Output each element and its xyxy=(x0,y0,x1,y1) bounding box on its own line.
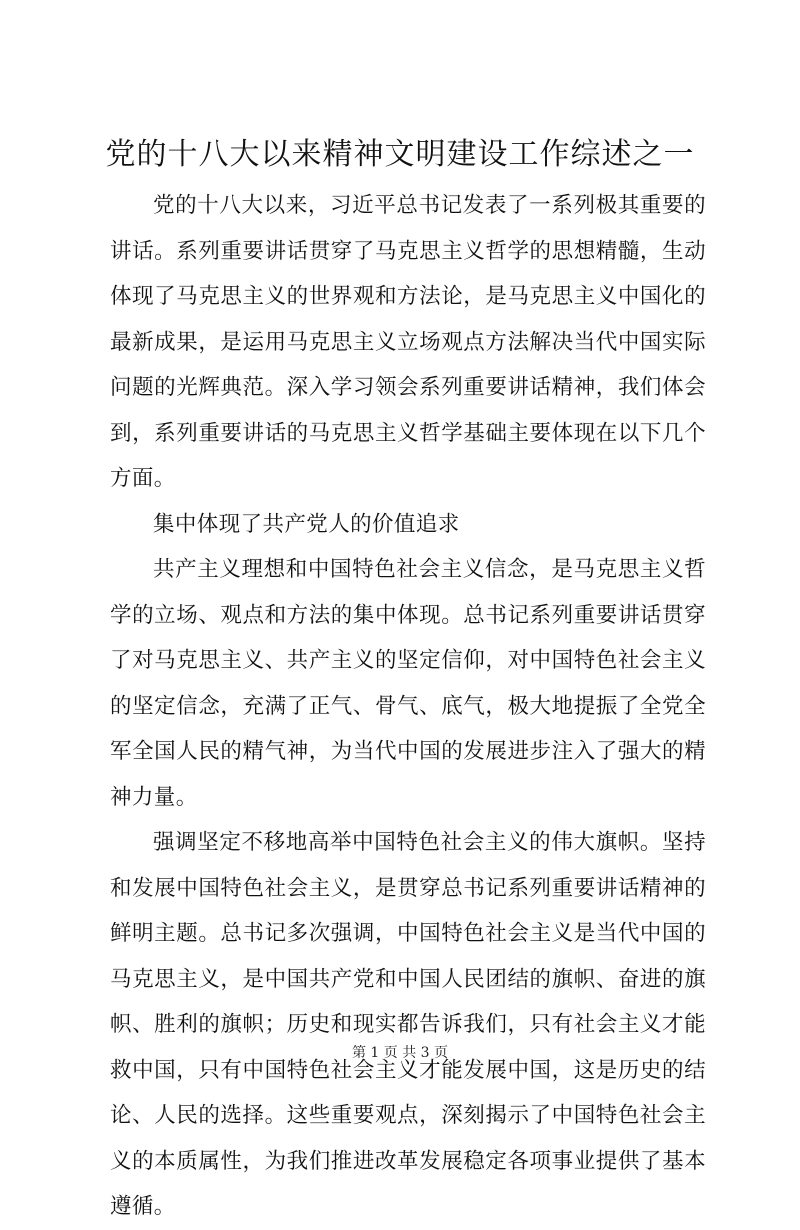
body-paragraph-communist-ideal: 共产主义理想和中国特色社会主义信念，是马克思主义哲学的立场、观点和方法的集中体现。总书记系列重要讲话贯穿了对马克思主义、共产主义的坚定信仰，对中国特色社会主义的坚定信念，充满了正气、骨气、底气，极大地提振了全党全军全国人民的精气神，为当代中国的发展进步注入了强大的精神力量。 xyxy=(110,557,706,810)
body-paragraph-socialism-banner: 强调坚定不移地高举中国特色社会主义的伟大旗帜。坚持和发展中国特色社会主义，是贯穿总书记系列重要讲话精神的鲜明主题。总书记多次强调，中国特色社会主义是当代中国的马克思主义，是中国共产党和中国人民团结的旗帜、奋进的旗帜、胜利的旗帜；历史和现实都告诉我们，只有社会主义才能救中国，只有中国特色社会主义才能发展中国，这是历史的结论、人民的选择。这些重要观点，深刻揭示了中国特色社会主义的本质属性，为我们推进改革发展稳定各项事业提供了基本遵循。 xyxy=(110,830,706,1219)
section-subheading: 集中体现了共产党人的价值追求 xyxy=(153,511,460,537)
intro-paragraph: 党的十八大以来，习近平总书记发表了一系列极其重要的讲话。系列重要讲话贯穿了马克思主义哲学的思想精髓，生动体现了马克思主义的世界观和方法论，是马克思主义中国化的最新成果，是运用马克思主义立场观点方法解决当代中国实际问题的光辉典范。深入学习领会系列重要讲话精神，我们体会到，系列重要讲话的马克思主义哲学基础主要体现在以下几个方面。 xyxy=(110,193,706,491)
page-number-footer: 第 1 页 共 3 页 xyxy=(351,1045,449,1061)
document-title: 党的十八大以来精神文明建设工作综述之一 xyxy=(105,137,695,172)
document-body xyxy=(110,183,706,1230)
